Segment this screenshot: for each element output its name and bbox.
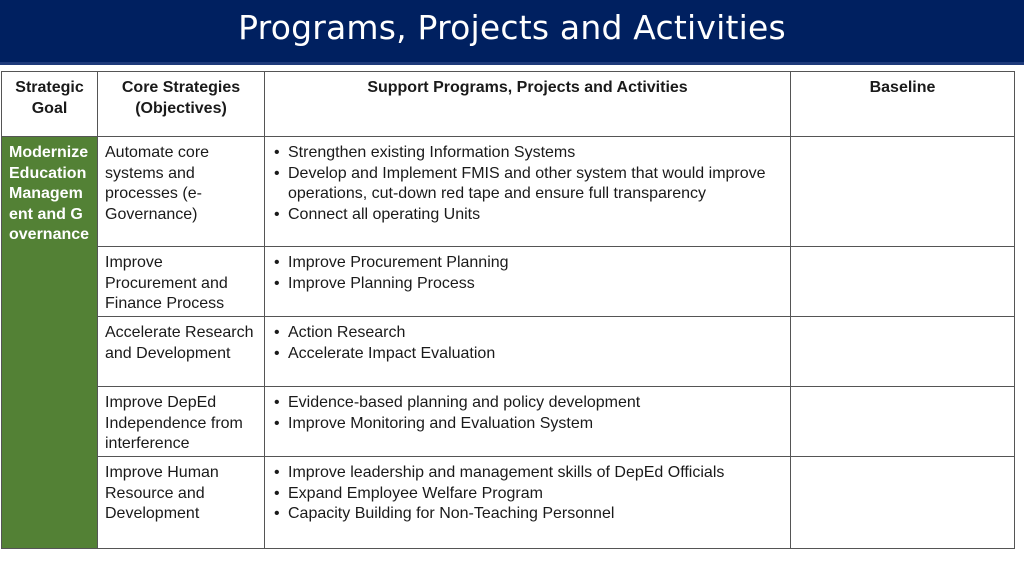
- list-item: • Evidence-based planning and policy development: [272, 393, 783, 414]
- header-support-programs: Support Programs, Projects and Activities: [265, 72, 791, 137]
- list-item: • Connect all operating Units: [272, 205, 783, 226]
- header-row: [2, 72, 1015, 137]
- programs-cell: [265, 137, 791, 247]
- baseline-cell: [791, 247, 1015, 317]
- table-row: [2, 387, 1015, 457]
- ppa-table: [1, 71, 1015, 549]
- programs-list: [272, 323, 783, 364]
- table-row: [2, 247, 1015, 317]
- baseline-cell: [791, 137, 1015, 247]
- list-item: • Action Research: [272, 323, 783, 344]
- programs-cell: [265, 457, 791, 549]
- programs-list: [272, 253, 783, 294]
- list-item: • Capacity Building for Non-Teaching Personnel: [272, 504, 783, 525]
- list-item: • Expand Employee Welfare Program: [272, 484, 783, 505]
- baseline-cell: [791, 317, 1015, 387]
- programs-list: [272, 143, 783, 225]
- table-row: [2, 317, 1015, 387]
- baseline-cell: [791, 387, 1015, 457]
- programs-cell: [265, 247, 791, 317]
- programs-list: [272, 463, 783, 525]
- programs-cell: [265, 387, 791, 457]
- programs-cell: [265, 317, 791, 387]
- core-strategy-cell: Automate core systems and processes (e-Governance): [98, 137, 265, 247]
- table-row: [2, 457, 1015, 549]
- list-item: • Improve Planning Process: [272, 274, 783, 295]
- slide-title: Programs, Projects and Activities: [238, 8, 786, 47]
- list-item: • Strengthen existing Information Systems: [272, 143, 783, 164]
- core-strategy-cell: Improve Procurement and Finance Process: [98, 247, 265, 317]
- list-item: • Improve leadership and management skills of DepEd Officials: [272, 463, 783, 484]
- core-strategy-cell: Accelerate Research and Development: [98, 317, 265, 387]
- baseline-cell: [791, 457, 1015, 549]
- programs-list: [272, 393, 783, 434]
- table-row: [2, 137, 1015, 247]
- header-strategic-goal: Strategic Goal: [2, 72, 98, 137]
- core-strategy-cell: Improve Human Resource and Development: [98, 457, 265, 549]
- title-bar: [0, 0, 1024, 65]
- header-core-strategies: Core Strategies (Objectives): [98, 72, 265, 137]
- header-baseline: Baseline: [791, 72, 1015, 137]
- list-item: • Improve Procurement Planning: [272, 253, 783, 274]
- core-strategy-cell: Improve DepEd Independence from interference: [98, 387, 265, 457]
- list-item: • Accelerate Impact Evaluation: [272, 344, 783, 365]
- list-item: • Improve Monitoring and Evaluation System: [272, 414, 783, 435]
- list-item: • Develop and Implement FMIS and other system that would improve operations, cut-down red tape and ensure full transparency: [272, 164, 783, 205]
- strategic-goal-cell: Modernize Education Management and Governance: [2, 137, 98, 549]
